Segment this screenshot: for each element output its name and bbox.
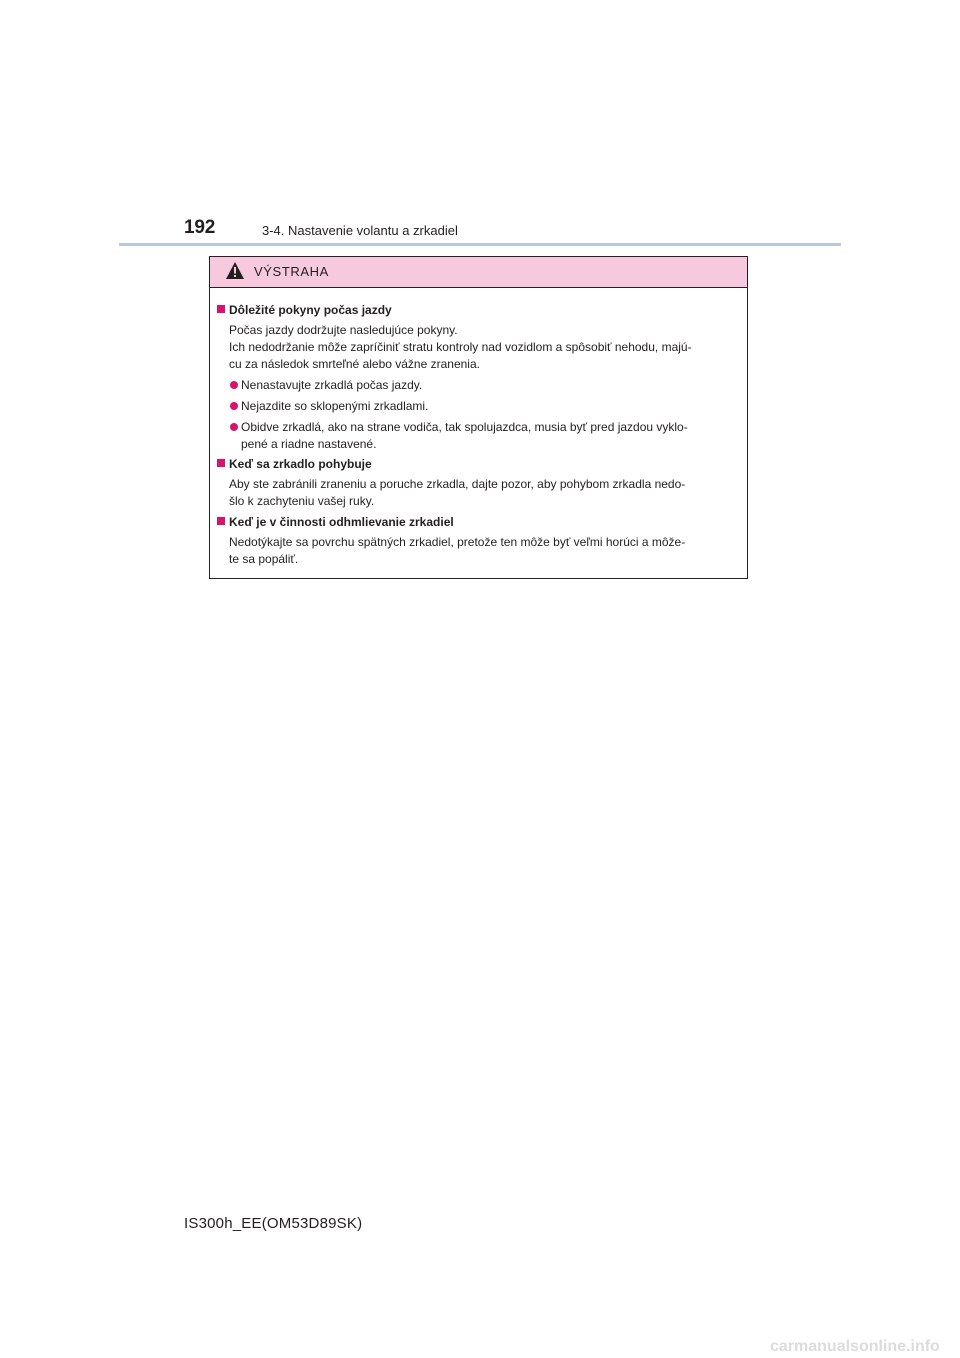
square-bullet-icon: [217, 459, 225, 467]
square-bullet-icon: [217, 517, 225, 525]
watermark: carmanualsonline.info: [770, 1338, 940, 1355]
warning-triangle-icon: [226, 262, 244, 279]
paragraph-line: te sa popáliť.: [229, 552, 299, 566]
paragraph-line: Aby ste zabránili zraneniu a poruche zrkadla, dajte pozor, aby pohybom zrkadla nedo-: [229, 477, 686, 491]
round-bullet-icon: [230, 423, 238, 431]
paragraph-line: Ich nedodržanie môže zapríčiniť stratu kontroly nad vozidlom a spôsobiť nehodu, majú-: [229, 340, 692, 354]
paragraph-line: cu za následok smrteľné alebo vážne zranenia.: [229, 357, 480, 371]
warning-section-defogger: [217, 514, 741, 568]
warning-section-driving: [217, 302, 741, 453]
bullet-item: [217, 419, 741, 453]
paragraph-line: Počas jazdy dodržujte nasledujúce pokyny.: [229, 323, 458, 337]
section-heading: [217, 514, 741, 530]
section-heading-text: Keď je v činnosti odhmlievanie zrkadiel: [229, 515, 454, 529]
section-heading: [217, 302, 741, 318]
paragraph-line: šlo k zachyteniu vašej ruky.: [229, 494, 375, 508]
footer-code: IS300h_EE(OM53D89SK): [184, 1215, 363, 1232]
bullet-text: Nenastavujte zrkadlá počas jazdy.: [241, 378, 423, 392]
round-bullet-icon: [230, 381, 238, 389]
bullet-text: Obidve zrkadlá, ako na strane vodiča, tak spolujazdca, musia byť pred jazdou vyklo-: [241, 420, 688, 434]
warning-section-mirror-moving: [217, 456, 741, 510]
page-number: 192: [184, 217, 216, 238]
section-heading-text: Keď sa zrkadlo pohybuje: [229, 457, 372, 471]
warning-body: [210, 288, 747, 578]
warning-box: [209, 256, 748, 579]
header-rule: [119, 243, 841, 246]
warning-header: [210, 257, 747, 288]
bullet-item: [217, 398, 741, 415]
section-title: 3-4. Nastavenie volantu a zrkadiel: [262, 223, 458, 238]
section-heading-text: Dôležité pokyny počas jazdy: [229, 303, 392, 317]
square-bullet-icon: [217, 305, 225, 313]
round-bullet-icon: [230, 402, 238, 410]
bullet-text: Nejazdite so sklopenými zrkadlami.: [241, 399, 429, 413]
paragraph-line: Nedotýkajte sa povrchu spätných zrkadiel, pretože ten môže byť veľmi horúci a môže-: [229, 535, 686, 549]
section-heading: [217, 456, 741, 472]
bullet-text: pené a riadne nastavené.: [241, 437, 377, 451]
bullet-item: [217, 377, 741, 394]
warning-title: VÝSTRAHA: [254, 264, 329, 279]
